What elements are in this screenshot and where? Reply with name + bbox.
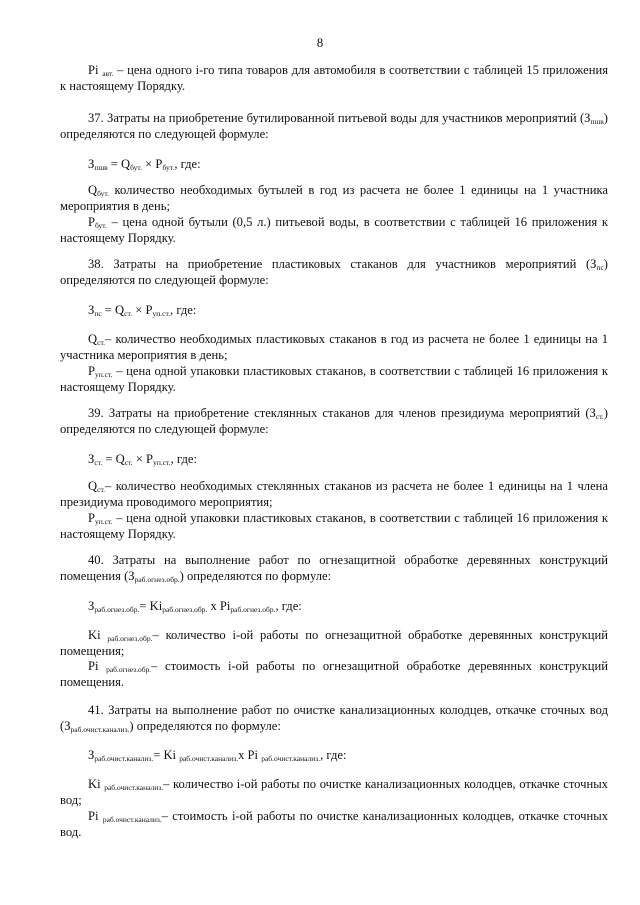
section-40-heading: 40. Затраты на выполнение работ по огнезащитной обработке деревянных конструкций помещения $(З_{раб.огнез.обр.})$ определяются по формуле: bbox=[60, 553, 608, 584]
section-37-formula: $З_{пшв} = Q_{бут.} \times P_{бут.}$, где: bbox=[88, 157, 201, 172]
section-41-definition-1: Ki $_{раб.очист.канализ.}$– количество i-ой работы по очистке канализационных колодцев, откачке сточных вод; bbox=[60, 777, 608, 807]
section-40-definition-1: Ki $_{раб.огнез.обр.}$– количество i-ой работы по огнезащитной обработке деревянных конструкций помещения; bbox=[60, 628, 608, 658]
section-41-formula: $З_{раб.очист.канализ.}= Ki$ $_{раб.очист.канализ.}$x Pi $_{раб.очист.канализ.}$, где: bbox=[88, 748, 347, 763]
section-38-definition-1: $Q_{ст.}-$ количество необходимых пластиковых стаканов в год из расчета не более 1 единицы на 1 участника мероприятия в день; bbox=[60, 332, 608, 362]
section-37-heading: 37. Затраты на приобретение бутилированной питьевой воды для участников мероприятий $(З_{пшв})$ определяются по следующей формуле: bbox=[60, 111, 608, 141]
section-38-formula: $З_{пс} = Q_{ст.} \times P_{уп.ст.}$, где: bbox=[88, 303, 197, 318]
section-39-definition-2: $P_{уп.ст.}$ – цена одной упаковки пластиковых стаканов, в соответствии с таблицей 16 приложения к настоящему Порядку. bbox=[60, 511, 608, 541]
section-41-heading: 41. Затраты на выполнение работ по очистке канализационных колодцев, откачке сточных вод $(З_{раб.очист.канализ.})$ определяются по формуле: bbox=[60, 703, 608, 734]
section-40-definition-2: Pi $_{раб.огнез.обр.}$– стоимость i-ой работы по огнезащитной обработке деревянных конструкций помещения. bbox=[60, 659, 608, 689]
section-39-formula: $З_{ст.} = Q_{ст.} \times P_{уп.ст.}$, где: bbox=[88, 452, 197, 467]
section-38-heading: 38. Затраты на приобретение пластиковых стаканов для участников мероприятий $(З_{пс})$ определяются по следующей формуле: bbox=[60, 257, 608, 287]
section-41-definition-2: Pi $_{раб.очист.канализ.}$– стоимость i-ой работы по очистке канализационных колодцев, откачке сточных вод. bbox=[60, 809, 608, 839]
section-37-definition-1: $Q_{бут.}$ количество необходимых бутылей в год из расчета не более 1 единицы на 1 участника мероприятия в день; bbox=[60, 183, 608, 213]
section-37-definition-2: $P_{бут.}$ – цена одной бутыли (0,5 л.) питьевой воды, в соответствии с таблицей 16 приложения к настоящему Порядку. bbox=[60, 215, 608, 245]
page-number: 8 bbox=[316, 36, 324, 50]
section-40-formula: $З_{раб.огнез.обр.}= Ki_{раб.огнез.обр.}$ x $Pi_{раб.огнез.обр.}$, где: bbox=[88, 599, 302, 614]
section-39-heading: 39. Затраты на приобретение стеклянных стаканов для членов президиума мероприятий $(З_{ст.})$ определяются по следующей формуле: bbox=[60, 406, 608, 436]
section-39-definition-1: $Q_{ст.}-$ количество необходимых стеклянных стаканов из расчета не более 1 единицы на 1 члена президиума проводимого мероприятия; bbox=[60, 479, 608, 509]
section-38-definition-2: $P_{уп.ст.}$ – цена одной упаковки пластиковых стаканов, в соответствии с таблицей 16 приложения к настоящему Порядку. bbox=[60, 364, 608, 394]
price-definition-auto: Pi $_{авт.}$ – цена одного i-го типа товаров для автомобиля в соответствии с таблицей 15 приложения к настоящему Порядку. bbox=[60, 63, 608, 93]
